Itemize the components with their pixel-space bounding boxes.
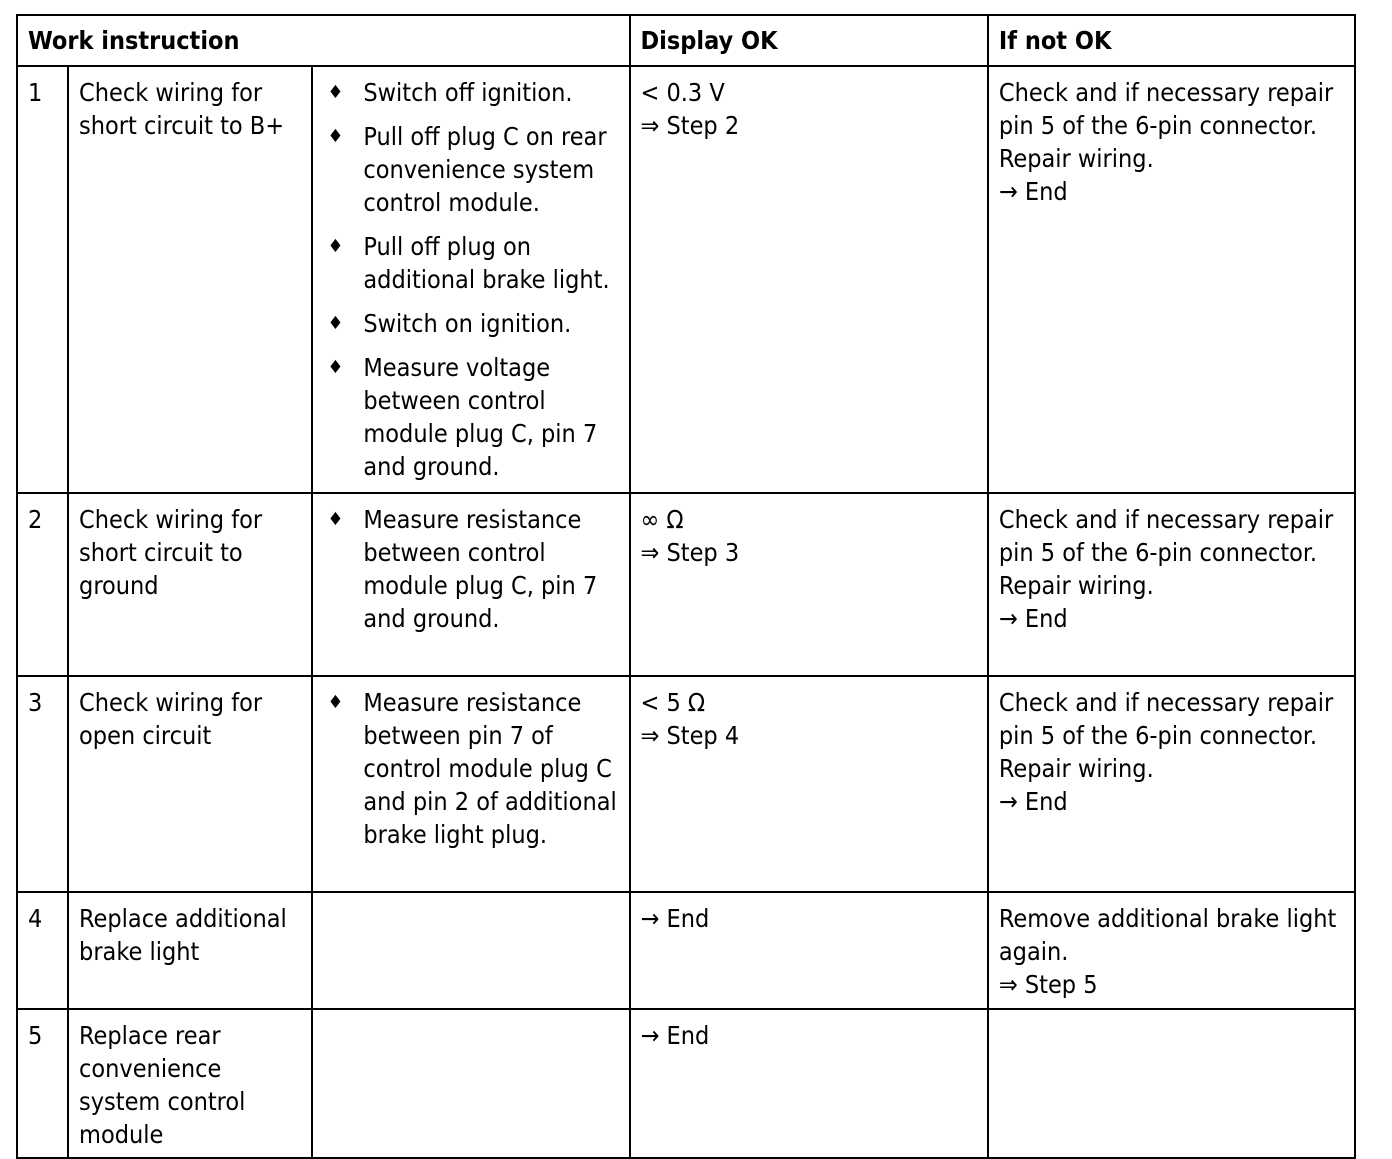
action-item [323, 686, 618, 851]
step-number: 2 [17, 493, 68, 676]
display-ok-cell [630, 676, 988, 892]
diamond-bullet-icon: ♦ [327, 82, 344, 103]
table-row [17, 493, 1355, 676]
diamond-bullet-icon: ♦ [327, 692, 344, 713]
action-item [323, 230, 618, 296]
if-not-ok-line: Remove additional brake light again. [998, 904, 1337, 966]
if-not-ok-line: → End [998, 604, 1068, 633]
if-not-ok-cell [988, 892, 1355, 1009]
if-not-ok-line: → End [998, 177, 1068, 206]
header-if-not-ok: If not OK [988, 15, 1355, 66]
if-not-ok-cell [988, 1009, 1355, 1158]
action-item [323, 120, 618, 219]
step-actions [312, 66, 629, 493]
step-task: Replace rear convenience system control module [68, 1009, 312, 1158]
action-item [323, 503, 618, 635]
header-work-instruction: Work instruction [17, 15, 630, 66]
table-row [17, 676, 1355, 892]
step-task: Check wiring for open circuit [68, 676, 312, 892]
display-ok-line: → End [640, 904, 710, 933]
action-text: Measure resistance between pin 7 of control module plug C and pin 2 of additional brake light plug. [363, 688, 617, 849]
step-number: 1 [17, 66, 68, 493]
action-item [323, 76, 618, 109]
display-ok-line: < 5 Ω [640, 688, 706, 717]
diamond-bullet-icon: ♦ [327, 236, 344, 257]
action-text: Measure voltage between control module plug C, pin 7 and ground. [363, 353, 598, 481]
step-number: 3 [17, 676, 68, 892]
if-not-ok-line: Repair wiring. [998, 571, 1154, 600]
action-text: Switch off ignition. [363, 78, 573, 107]
display-ok-line: ∞ Ω [640, 505, 684, 534]
header-display-ok: Display OK [630, 15, 988, 66]
if-not-ok-line: ⇒ Step 5 [998, 970, 1098, 999]
step-actions [312, 892, 629, 1009]
table-row [17, 892, 1355, 1009]
action-item [323, 307, 618, 340]
action-text: Pull off plug C on rear convenience system control module. [363, 122, 607, 217]
display-ok-line: ⇒ Step 4 [640, 721, 740, 750]
table-row [17, 1009, 1355, 1158]
action-item [323, 351, 618, 483]
if-not-ok-cell [988, 676, 1355, 892]
if-not-ok-cell [988, 66, 1355, 493]
action-text: Switch on ignition. [363, 309, 572, 338]
if-not-ok-line: → End [998, 787, 1068, 816]
table-row [17, 66, 1355, 493]
if-not-ok-line: Repair wiring. [998, 754, 1154, 783]
display-ok-cell [630, 493, 988, 676]
diamond-bullet-icon: ♦ [327, 313, 344, 334]
if-not-ok-line: Check and if necessary repair pin 5 of the 6-pin connector. [998, 688, 1334, 750]
header-row [17, 15, 1355, 66]
step-number: 5 [17, 1009, 68, 1158]
step-actions [312, 493, 629, 676]
if-not-ok-line: Check and if necessary repair pin 5 of the 6-pin connector. [998, 78, 1334, 140]
display-ok-line: → End [640, 1021, 710, 1050]
display-ok-cell [630, 66, 988, 493]
work-instruction-table [16, 14, 1356, 1159]
if-not-ok-line: Check and if necessary repair pin 5 of the 6-pin connector. [998, 505, 1334, 567]
action-list [323, 503, 618, 635]
display-ok-cell [630, 892, 988, 1009]
diamond-bullet-icon: ♦ [327, 509, 344, 530]
diamond-bullet-icon: ♦ [327, 126, 344, 147]
step-task: Replace additional brake light [68, 892, 312, 1009]
display-ok-cell [630, 1009, 988, 1158]
step-actions [312, 676, 629, 892]
step-task: Check wiring for short circuit to ground [68, 493, 312, 676]
if-not-ok-cell [988, 493, 1355, 676]
action-list [323, 686, 618, 851]
display-ok-line: < 0.3 V [640, 78, 725, 107]
diamond-bullet-icon: ♦ [327, 357, 344, 378]
step-number: 4 [17, 892, 68, 1009]
if-not-ok-line: Repair wiring. [998, 144, 1154, 173]
step-actions [312, 1009, 629, 1158]
display-ok-line: ⇒ Step 3 [640, 538, 740, 567]
step-task: Check wiring for short circuit to B+ [68, 66, 312, 493]
action-text: Pull off plug on additional brake light. [363, 232, 610, 294]
display-ok-line: ⇒ Step 2 [640, 111, 740, 140]
action-text: Measure resistance between control module plug C, pin 7 and ground. [363, 505, 598, 633]
action-list [323, 76, 618, 483]
